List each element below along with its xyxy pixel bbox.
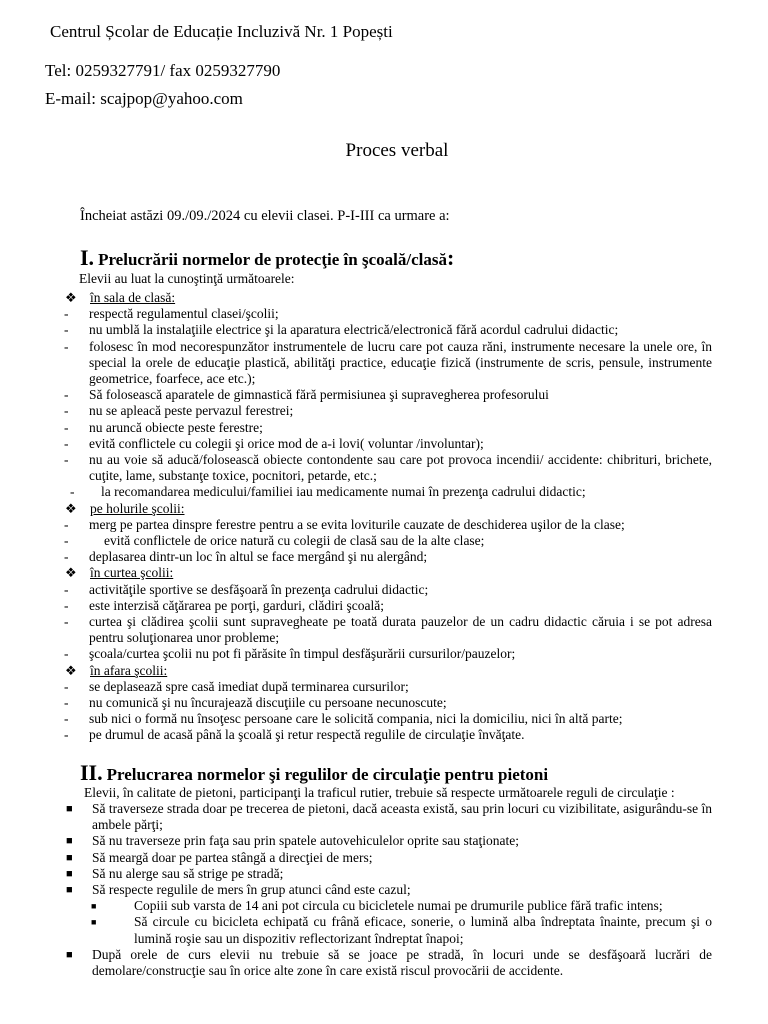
section-2-numeral: II. xyxy=(80,760,103,785)
list-item-text: evită conflictele de orice natură cu colegii de clasă sau de la alte clase; xyxy=(104,533,485,549)
diamond-bullet-icon: ❖ xyxy=(65,565,77,581)
list-item-text: nu au voie să aducă/folosească obiecte contondente sau care pot provoca incendii/ accidente: chibrituri, brichete, cuţite, lame, substanţe toxice, pocnitori, petarde, etc.; xyxy=(89,452,712,484)
list-item xyxy=(64,646,712,662)
diamond-bullet-icon: ❖ xyxy=(65,662,77,678)
dash-bullet-icon: - xyxy=(64,419,69,435)
section-1-title: Prelucrării normelor de protecţie în şcoală/clasă xyxy=(98,250,447,269)
list-item xyxy=(64,582,712,598)
list-item-text: este interzisă căţărarea pe porţi, garduri, clădiri şcoală; xyxy=(89,597,384,613)
square-bullet-icon: ■ xyxy=(66,867,73,880)
dash-bullet-icon: - xyxy=(64,306,69,322)
small-square-bullet-icon: ■ xyxy=(91,917,97,928)
dash-bullet-icon: - xyxy=(64,387,69,403)
square-bullet-icon: ■ xyxy=(66,948,73,961)
dash-bullet-icon: - xyxy=(64,403,69,419)
list-item-text: nu umblă la instalaţiile electrice şi la aparatura electrică/electronică fără acordul cadrului didactic; xyxy=(89,322,619,338)
list-item-text: sub nici o formă nu însoţesc persoane care le solicită compania, nici la domiciliu, nici în altă parte; xyxy=(89,711,623,727)
list-item xyxy=(64,387,712,403)
diamond-bullet-icon: ❖ xyxy=(65,290,77,305)
list-item xyxy=(64,695,712,711)
list-item-text: După orele de curs elevii nu trebuie să se joace pe stradă, în locuri unde se desfăşoară lucrări de demolare/construcţie sau în orice alte zone în care există riscul provocării de accidente. xyxy=(92,946,712,979)
list-item-text: folosesc în mod necorespunzător instrumentele de lucru care pot cauza răni, instrumente necesare la unele ore, în special la orele de educaţie plastică, abilităţi practice, educaţie fizică (instrumente de scris, pensule, instrumente geometrice, foarfece, ace etc.); xyxy=(89,338,712,387)
dash-bullet-icon: - xyxy=(64,452,69,468)
list-item-text: curtea şi clădirea şcolii sunt supravegheate pe toată durata pauzelor de un cadru didactic căruia i se pot adresa pentru soluţionarea unor probleme; xyxy=(89,614,712,646)
list-item-text: la recomandarea medicului/familiei iau medicamente numai în prezenţa cadrului didactic; xyxy=(101,484,586,500)
list-item-text: Să folosească aparatele de gimnastică fără permisiunea şi supravegherea profesorului xyxy=(89,387,549,403)
dash-bullet-icon: - xyxy=(64,322,69,338)
list-item xyxy=(64,866,712,882)
phone-fax: Tel: 0259327791/ fax 0259327790 xyxy=(45,61,281,80)
list-item-text: pe drumul de acasă până la şcoală şi retur respectă regulile de circulaţie învăţate. xyxy=(89,727,525,743)
list-item xyxy=(64,882,712,898)
subsection-heading: pe holurile şcolii: xyxy=(90,500,185,516)
page-title: Proces verbal xyxy=(345,140,449,161)
list-item xyxy=(64,679,712,695)
list-item xyxy=(64,484,712,500)
list-item-text: deplasarea dintr-un loc în altul se face mergând şi nu alergând; xyxy=(89,549,428,565)
square-bullet-icon: ■ xyxy=(66,803,73,815)
list-item xyxy=(64,517,712,533)
list-item xyxy=(64,403,712,419)
square-bullet-icon: ■ xyxy=(66,851,73,864)
list-item xyxy=(64,833,712,849)
section-2-list xyxy=(64,801,712,979)
school-name: Centrul Școlar de Educație Incluzivă Nr. 1 Popești xyxy=(50,22,393,41)
list-item xyxy=(64,322,712,338)
square-bullet-icon: ■ xyxy=(66,884,73,897)
section-1-numeral: I. xyxy=(80,245,95,270)
list-item-text: Să nu alerge sau să strige pe stradă; xyxy=(92,865,284,881)
list-item xyxy=(64,549,712,565)
dash-bullet-icon: - xyxy=(64,597,69,613)
list-item-text: şcoala/curtea şcolii nu pot fi părăsite în timpul desfăşurării cursurilor/pauzelor; xyxy=(89,646,516,662)
dash-bullet-icon: - xyxy=(64,516,69,532)
list-item-text: Să meargă doar pe partea stângă a direcţiei de mers; xyxy=(92,849,373,865)
list-item-text: respectă regulamentul clasei/şcolii; xyxy=(89,306,279,322)
subsection-heading: în sala de clasă: xyxy=(90,290,176,305)
list-item xyxy=(64,663,712,679)
list-item-text: Să circule cu bicicleta echipată cu frână eficace, sonerie, o lumină alba îndreptata înainte, precum şi o lumină roşie sau un dispozitiv reflectorizant îndreptat înapoi; xyxy=(134,914,712,946)
dash-bullet-icon: - xyxy=(64,646,69,662)
list-item-text: Să nu traverseze prin faţa sau prin spatele autovehiculelor oprite sau staţionate; xyxy=(92,833,519,849)
dash-bullet-icon: - xyxy=(64,727,69,743)
email: E-mail: scajpop@yahoo.com xyxy=(45,89,243,108)
list-item xyxy=(64,727,712,743)
list-item xyxy=(64,452,712,484)
dash-bullet-icon: - xyxy=(64,581,69,597)
list-item xyxy=(64,711,712,727)
dash-bullet-icon: - xyxy=(64,711,69,727)
list-item xyxy=(64,914,712,946)
square-bullet-icon: ■ xyxy=(66,835,73,848)
list-item xyxy=(64,420,712,436)
section-1-list xyxy=(64,290,712,744)
section-2-title: Prelucrarea normelor şi regulilor de circulaţie pentru pietoni xyxy=(106,765,549,784)
section-1-heading xyxy=(80,245,454,271)
dash-bullet-icon: - xyxy=(64,678,69,694)
list-item-text: evită conflictele cu colegii şi orice mod de a-i lovi( voluntar /involuntar); xyxy=(89,435,484,451)
list-item-text: Să traverseze strada doar pe trecerea de pietoni, dacă aceasta există, sau prin locuri cu vizibilitate, asigurându-se în ambele părţi; xyxy=(92,801,712,833)
list-item-text: nu se apleacă peste pervazul ferestrei; xyxy=(89,403,294,419)
list-item xyxy=(64,947,712,979)
section-2-lead: Elevii, în calitate de pietoni, participanţi la traficul rutier, trebuie să respecte următoarele reguli de circulaţie : xyxy=(84,785,675,800)
list-item xyxy=(64,850,712,866)
list-item xyxy=(64,339,712,388)
list-item xyxy=(64,598,712,614)
intro-line: Încheiat astăzi 09./09./2024 cu elevii clasei. P-I-III ca urmare a: xyxy=(80,208,450,224)
section-2-heading xyxy=(80,760,548,786)
section-1-colon: : xyxy=(446,245,455,270)
dash-bullet-icon: - xyxy=(64,549,69,565)
list-item-text: Să respecte regulile de mers în grup atunci când este cazul; xyxy=(92,882,411,898)
list-item-text: se deplasează spre casă imediat după terminarea cursurilor; xyxy=(89,678,409,694)
dash-bullet-icon: - xyxy=(64,614,69,630)
small-square-bullet-icon: ■ xyxy=(91,901,97,912)
list-item xyxy=(64,306,712,322)
section-1-lead: Elevii au luat la cunoştinţă următoarele: xyxy=(79,271,295,286)
list-item xyxy=(64,436,712,452)
list-item xyxy=(64,290,712,306)
subsection-heading: în afara şcolii: xyxy=(90,662,168,678)
dash-bullet-icon: - xyxy=(64,338,69,354)
list-item xyxy=(64,501,712,517)
list-item xyxy=(64,614,712,646)
dash-bullet-icon: - xyxy=(64,533,69,549)
list-item-text: merg pe partea dinspre ferestre pentru a se evita loviturile cauzate de deschiderea uşilor de la clase; xyxy=(89,516,625,532)
list-item xyxy=(64,898,712,914)
list-item-text: Copiii sub varsta de 14 ani pot circula cu bicicletele numai pe drumurile publice fără trafic intens; xyxy=(134,898,663,914)
list-item xyxy=(64,565,712,581)
diamond-bullet-icon: ❖ xyxy=(65,500,77,516)
dash-bullet-icon: - xyxy=(64,435,69,451)
subsection-heading: în curtea şcolii: xyxy=(90,565,174,581)
list-item-text: activităţile sportive se desfăşoară în prezenţa cadrului didactic; xyxy=(89,581,429,597)
list-item xyxy=(64,801,712,833)
dash-bullet-icon: - xyxy=(64,695,69,711)
list-item xyxy=(64,533,712,549)
list-item-text: nu aruncă obiecte peste ferestre; xyxy=(89,419,263,435)
list-item-text: nu comunică şi nu încurajează discuţiile cu persoane necunoscute; xyxy=(89,695,447,711)
dash-bullet-icon: - xyxy=(70,484,75,500)
